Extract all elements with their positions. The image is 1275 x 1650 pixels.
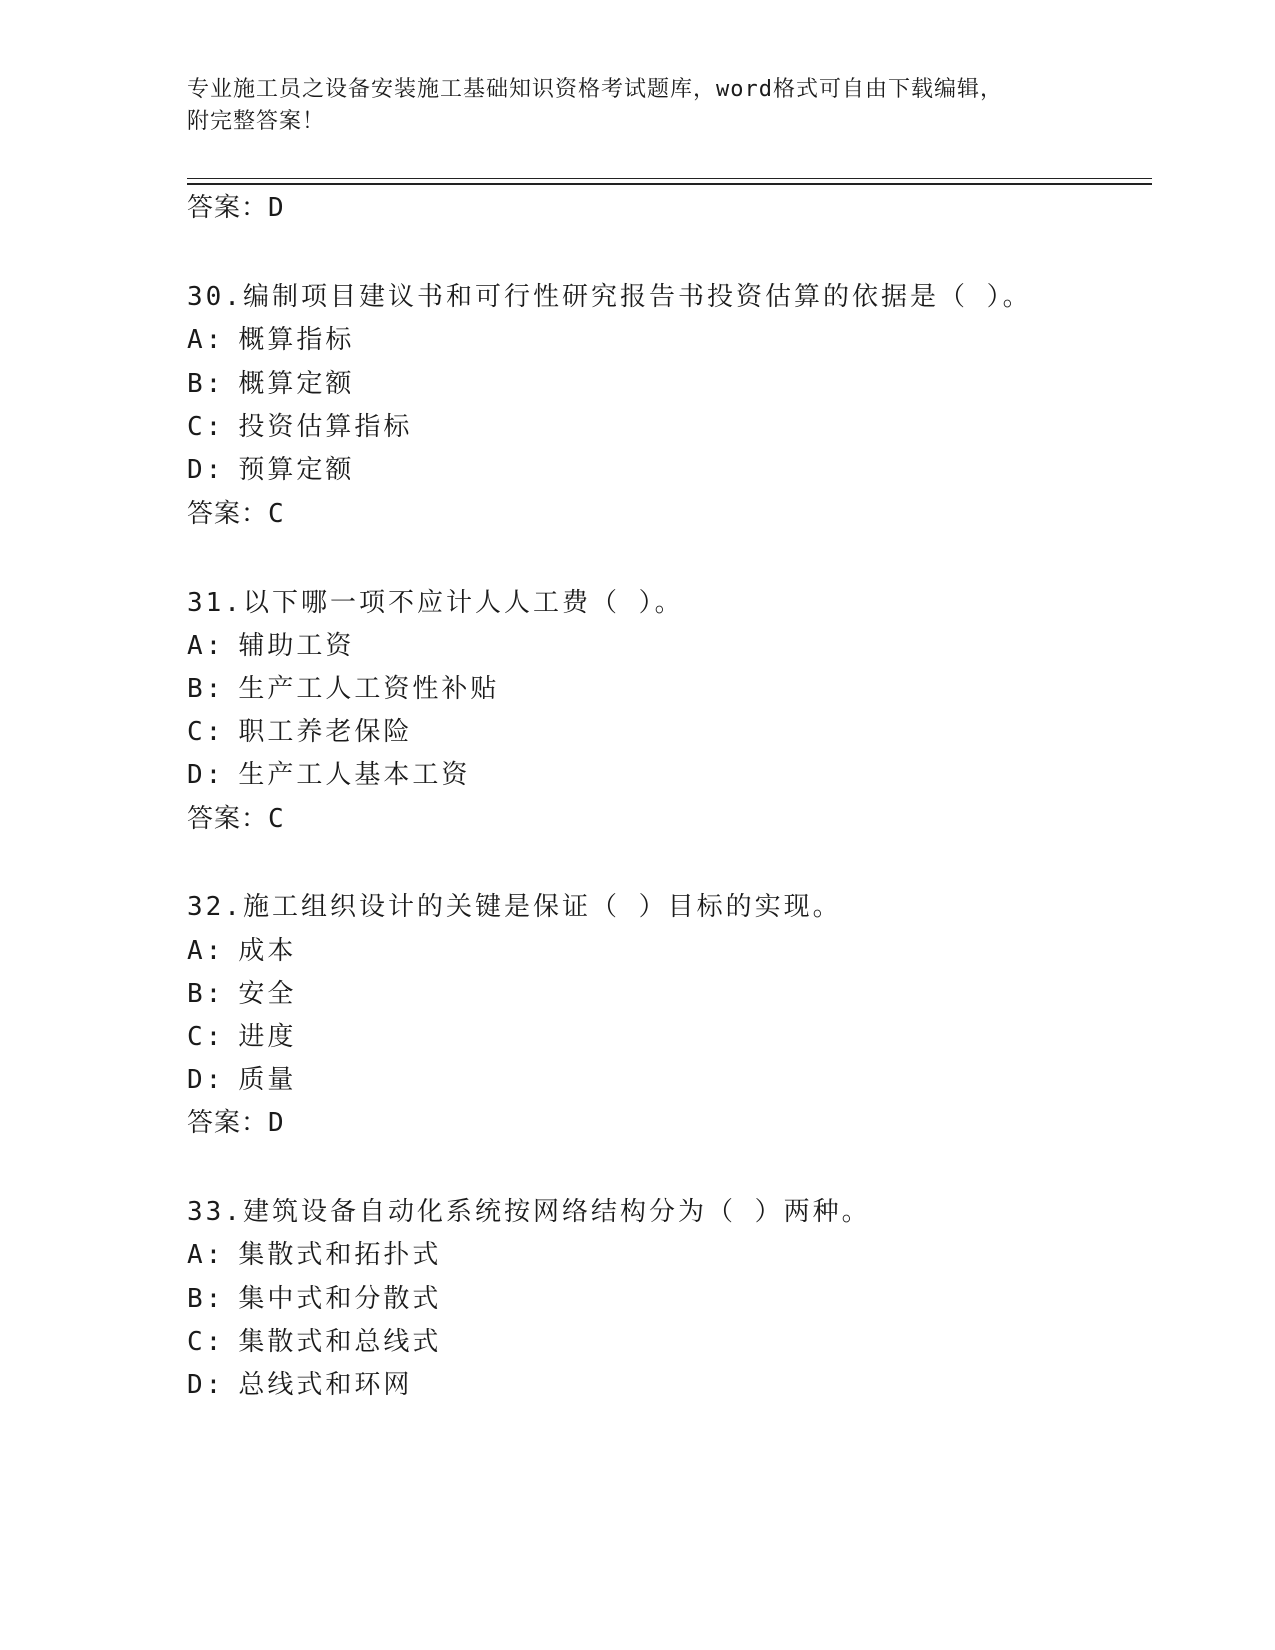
answer-label: 答案： bbox=[187, 499, 269, 529]
option-text: 职工养老保险 bbox=[238, 717, 413, 747]
answer-31 bbox=[187, 802, 285, 836]
option-letter: B: bbox=[187, 674, 225, 704]
option-text: 安全 bbox=[238, 979, 297, 1009]
option-letter: B: bbox=[187, 369, 225, 399]
option-31-c bbox=[187, 715, 412, 749]
option-30-c bbox=[187, 410, 412, 444]
option-letter: D: bbox=[187, 760, 225, 790]
answer-value: C bbox=[268, 804, 285, 834]
option-30-b bbox=[187, 367, 354, 401]
question-stem-32: 32.施工组织设计的关键是保证（ ）目标的实现。 bbox=[187, 892, 842, 922]
option-text: 生产工人工资性补贴 bbox=[238, 674, 500, 704]
option-text: 投资估算指标 bbox=[238, 412, 413, 442]
answer-value: D bbox=[268, 1108, 285, 1138]
option-text: 生产工人基本工资 bbox=[238, 760, 471, 790]
option-text: 预算定额 bbox=[238, 455, 355, 485]
option-letter: C: bbox=[187, 1327, 225, 1357]
option-30-a bbox=[187, 323, 354, 357]
answer-30 bbox=[187, 497, 285, 531]
option-33-d bbox=[187, 1368, 412, 1402]
option-letter: C: bbox=[187, 717, 225, 747]
answer-value: D bbox=[268, 193, 285, 223]
option-letter: A: bbox=[187, 325, 225, 355]
option-letter: A: bbox=[187, 936, 225, 966]
answer-label: 答案： bbox=[187, 804, 269, 834]
option-31-a bbox=[187, 629, 354, 663]
answer-32 bbox=[187, 1106, 285, 1140]
question-stem-31: 31.以下哪一项不应计人人工费（ ）。 bbox=[187, 588, 684, 618]
option-letter: D: bbox=[187, 1065, 225, 1095]
answer-value: C bbox=[268, 499, 285, 529]
option-letter: B: bbox=[187, 979, 225, 1009]
question-stem-30: 30.编制项目建议书和可行性研究报告书投资估算的依据是（ ）。 bbox=[187, 282, 1032, 312]
option-31-b bbox=[187, 672, 499, 706]
option-30-d bbox=[187, 453, 354, 487]
question-stem-33: 33.建筑设备自动化系统按网络结构分为（ ）两种。 bbox=[187, 1197, 871, 1227]
document-header bbox=[187, 74, 1067, 138]
option-32-d bbox=[187, 1063, 296, 1097]
header-divider-thin bbox=[187, 178, 1152, 179]
option-text: 集中式和分散式 bbox=[238, 1284, 442, 1314]
option-letter: D: bbox=[187, 1370, 225, 1400]
option-text: 集散式和拓扑式 bbox=[238, 1240, 442, 1270]
answer-label: 答案： bbox=[187, 1108, 269, 1138]
option-text: 质量 bbox=[238, 1065, 297, 1095]
option-letter: D: bbox=[187, 455, 225, 485]
option-text: 总线式和环网 bbox=[238, 1370, 413, 1400]
option-text: 辅助工资 bbox=[238, 631, 355, 661]
option-33-a bbox=[187, 1238, 441, 1272]
option-31-d bbox=[187, 758, 470, 792]
answer-label: 答案： bbox=[187, 193, 269, 223]
option-letter: A: bbox=[187, 631, 225, 661]
header-divider-thick bbox=[187, 183, 1152, 185]
option-32-a bbox=[187, 934, 296, 968]
option-text: 成本 bbox=[238, 936, 297, 966]
option-text: 进度 bbox=[238, 1022, 297, 1052]
option-text: 概算指标 bbox=[238, 325, 355, 355]
option-text: 集散式和总线式 bbox=[238, 1327, 442, 1357]
option-letter: B: bbox=[187, 1284, 225, 1314]
option-letter: C: bbox=[187, 1022, 225, 1052]
option-33-c bbox=[187, 1325, 441, 1359]
option-32-c bbox=[187, 1020, 296, 1054]
option-letter: A: bbox=[187, 1240, 225, 1270]
option-text: 概算定额 bbox=[238, 369, 355, 399]
answer-prev bbox=[187, 191, 285, 225]
option-32-b bbox=[187, 977, 296, 1011]
option-33-b bbox=[187, 1282, 441, 1316]
option-letter: C: bbox=[187, 412, 225, 442]
header-line-1: 专业施工员之设备安装施工基础知识资格考试题库，word格式可自由下载编辑， bbox=[187, 77, 1003, 102]
header-line-2: 附完整答案！ bbox=[187, 109, 326, 134]
